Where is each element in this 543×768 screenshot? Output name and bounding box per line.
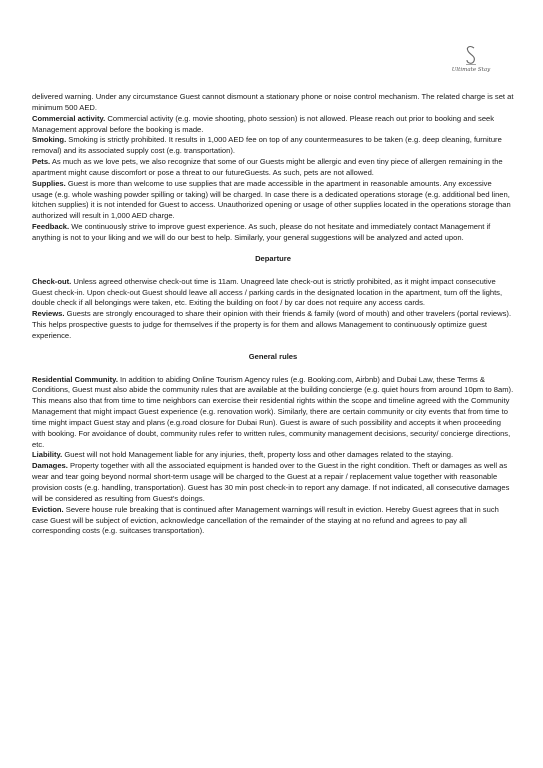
commercial-paragraph xyxy=(32,114,514,136)
smoking-body: Smoking is strictly prohibited. It results in 1,000 AED fee on top of any countermeasures to be taken (e.g. deep cleaning, furniture removal) and its associated supply cost (e.g. transportation). xyxy=(32,135,502,156)
departure-heading: Departure xyxy=(255,253,291,263)
damages-title: Damages. xyxy=(32,461,68,471)
checkout-paragraph xyxy=(32,277,514,310)
damages-paragraph xyxy=(32,461,514,504)
logo-monogram-icon xyxy=(464,44,478,66)
logo-text: Ultimate Stay xyxy=(451,67,491,73)
pets-body: As much as we love pets, we also recognize that some of our Guests might be allergic and even tiny piece of allergen remaining in the apartment might cause discomfort or pose a threat to our futureGuests. As such, pets are not allowed. xyxy=(32,157,503,177)
reviews-title: Reviews. xyxy=(32,309,65,319)
reviews-paragraph xyxy=(32,309,514,342)
eviction-title: Eviction. xyxy=(32,504,64,514)
feedback-title: Feedback. xyxy=(32,222,70,232)
smoking-title: Smoking. xyxy=(32,135,67,145)
general-rules-heading: General rules xyxy=(248,351,298,361)
liability-paragraph xyxy=(32,450,514,461)
smoking-paragraph xyxy=(32,135,514,157)
checkout-body: Unless agreed otherwise check-out time is 11am. Unagreed late check-out is strictly prohibited, as it might impact consecutive Guest check-in. Upon check-out Guest should leave all access / parking cards in the designated location in the apartment, turn off the lights, double check if all belongings were taken, etc. Exiting the building on foot / by car does not require any access cards. xyxy=(32,276,503,308)
eviction-paragraph xyxy=(32,505,514,538)
liability-body: Guest will not hold Management liable for any injuries, theft, property loss and other damages related to the staying. xyxy=(62,450,454,460)
pets-paragraph xyxy=(32,157,514,179)
commercial-title: Commercial activity. xyxy=(32,113,106,123)
residential-title: Residential Community. xyxy=(32,374,118,384)
liability-title: Liability. xyxy=(32,450,63,460)
supplies-title: Supplies. xyxy=(32,178,66,188)
checkout-title: Check-out. xyxy=(32,276,72,286)
feedback-body: We continuously strive to improve guest experience. As such, please do not hesitate and immediately contact Management if anything is not to your liking and we will do our best to help. Similarly, your general suggestions will be analyzed and acted upon. xyxy=(32,222,491,242)
residential-body: In addition to abiding Online Tourism Agency rules (e.g. Booking.com, Airbnb) and Dubai Law, these Terms & Conditions, Guest must also abide the community rules that are available at the building concierge (e.g. quiet hours from around 10pm to 8am). This means also that from time to time neighbors can exercise their residential rights within the scope and timeline agreed with the Community Management that might impact Guest experience (e.g. renovation work). Similarly, there are certain community or city events that from time to time might impact Guest stay and plans (e.g.road closure for Dubai Run). Guest is aware of such possibility and accepts it when proceeding with booking. For avoidance of doubt, community rules refer to written rules, community management decisions, security/ concierge directions, etc. xyxy=(32,374,514,449)
supplies-body: Guest is more than welcome to use supplies that are made accessible in the apartment in reasonable amounts. Any excessive usage (e.g. whole washing powder spilling or taking) will be charged. In case there is a dedicated operations storage (e.g. additional bed linen, kitchen supplies) it is not intended for Guest to access. Unauthorized opening or usage of other supplies located in the operations storage than authorized will result in 1,000 AED charge. xyxy=(32,178,511,221)
damages-body: Property together with all the associated equipment is handed over to the Guest in the right condition. Theft or damages as well as wear and tear going beyond normal short-term usage will be charged to the Guest at a repair / replacement value together with reasonable provision costs (e.g. handling, transportation). Guest has 30 min post check-in to report any damage. If not indicated, all consecutive damages will be considered as resulting from Guest's doings. xyxy=(32,461,510,503)
intro-paragraph: delivered warning. Under any circumstance Guest cannot dismount a stationary phone or noise control mechanism. The related charge is set at minimum 500 AED. xyxy=(32,92,514,112)
reviews-body: Guests are strongly encouraged to share their opinion with their friends & family (word of mouth) and other travelers (portal reviews). This helps prospective guests to judge for themselves if the property is for them and allows Management to continuously optimize guest experience. xyxy=(32,309,512,340)
pets-title: Pets. xyxy=(32,157,51,167)
feedback-paragraph xyxy=(32,222,514,244)
eviction-body: Severe house rule breaking that is continued after Management warnings will result in eviction. Hereby Guest agrees that in such case Guest will be subject of eviction, acknowledge cancellation of the remainder of the staying at no refund and agrees to pay all corresponding costs (e.g. suitcases transportation). xyxy=(32,504,499,536)
document-body xyxy=(32,92,514,537)
residential-paragraph xyxy=(32,375,514,451)
commercial-body: Commercial activity (e.g. movie shooting, photo session) is not allowed. Please reach out prior to booking and seek Management approval before the booking is made. xyxy=(32,113,495,134)
supplies-paragraph xyxy=(32,179,514,222)
brand-logo xyxy=(446,44,496,84)
